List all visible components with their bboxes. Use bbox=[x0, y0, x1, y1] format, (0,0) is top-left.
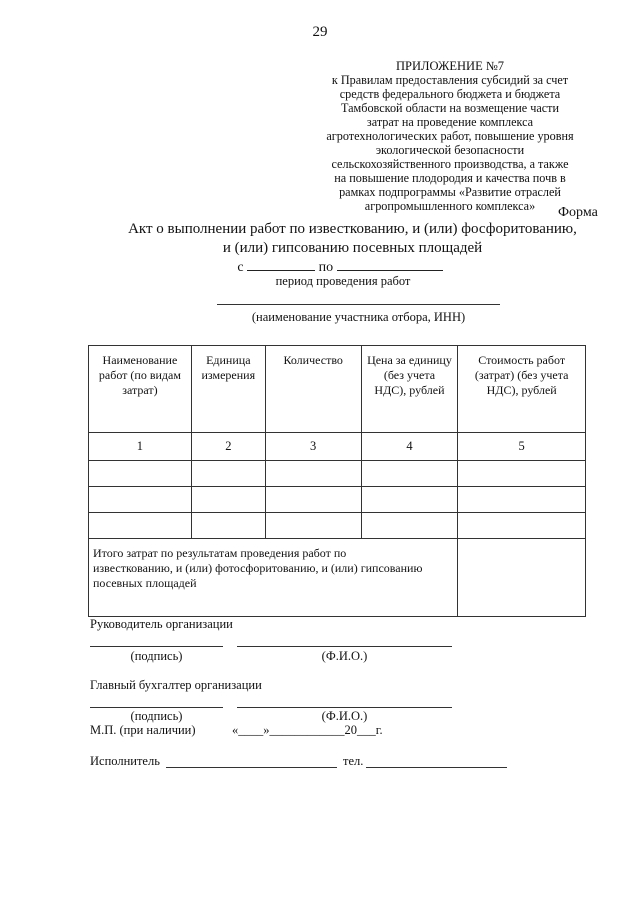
header-text: Наименование bbox=[102, 353, 178, 367]
head-signature-field[interactable] bbox=[90, 646, 223, 647]
appendix-line: агропромышленного комплекса» bbox=[364, 199, 536, 213]
table-cell[interactable] bbox=[361, 513, 458, 539]
header-text: измерения bbox=[201, 368, 256, 382]
table-row bbox=[89, 513, 586, 539]
accountant-signature-field[interactable] bbox=[90, 707, 223, 708]
appendix-line: средств федерального бюджета и бюджета bbox=[339, 87, 561, 101]
header-text: Единица bbox=[206, 353, 251, 367]
appendix-line: сельскохозяйственного производства, а также bbox=[331, 157, 569, 171]
table-cell[interactable] bbox=[191, 487, 265, 513]
accountant-name-caption: (Ф.И.О.) bbox=[321, 709, 368, 723]
header-text: НДС), рублей bbox=[486, 383, 557, 397]
column-number-row bbox=[89, 433, 586, 461]
column-number: 2 bbox=[191, 433, 265, 461]
participant-caption: (наименование участника отбора, ИНН) bbox=[251, 310, 466, 324]
table-cell[interactable] bbox=[361, 461, 458, 487]
table-cell[interactable] bbox=[361, 487, 458, 513]
appendix-heading: ПРИЛОЖЕНИЕ №7 bbox=[395, 59, 505, 73]
table-row bbox=[89, 461, 586, 487]
form-label: Форма bbox=[558, 205, 598, 220]
period-caption: период проведения работ bbox=[275, 274, 411, 288]
header-text: Стоимость работ bbox=[478, 353, 566, 367]
column-number: 5 bbox=[458, 433, 586, 461]
appendix-line: экологической безопасности bbox=[375, 143, 525, 157]
total-text: известкованию, и (или) фотосфоритованию, и (или) гипсованию bbox=[93, 561, 423, 575]
header-text: (затрат) (без учета bbox=[474, 368, 569, 382]
head-name-field[interactable] bbox=[237, 646, 452, 647]
table-cell[interactable] bbox=[458, 513, 586, 539]
column-header-unit bbox=[191, 346, 265, 433]
total-value-cell[interactable] bbox=[458, 539, 586, 617]
header-text: работ (по видам bbox=[98, 368, 181, 382]
accountant-signature-caption: (подпись) bbox=[130, 709, 183, 723]
appendix-note bbox=[300, 59, 600, 213]
accountant-name-field[interactable] bbox=[237, 707, 452, 708]
table-cell[interactable] bbox=[89, 461, 192, 487]
total-label-cell bbox=[89, 539, 458, 617]
table-cell[interactable] bbox=[458, 487, 586, 513]
appendix-line: на повышение плодородия и качества почв в bbox=[334, 171, 566, 185]
column-header-cost bbox=[458, 346, 586, 433]
executor-label: Исполнитель bbox=[90, 754, 160, 768]
total-row bbox=[89, 539, 586, 617]
column-number: 4 bbox=[361, 433, 458, 461]
column-header-quantity bbox=[265, 346, 361, 433]
column-number: 1 bbox=[89, 433, 192, 461]
appendix-line: к Правилам предоставления субсидий за счет bbox=[331, 73, 569, 87]
table-cell[interactable] bbox=[191, 461, 265, 487]
table-cell[interactable] bbox=[265, 513, 361, 539]
period-to-label: по bbox=[318, 260, 334, 275]
appendix-line: затрат на проведение комплекса bbox=[366, 115, 534, 129]
column-header-work-name bbox=[89, 346, 192, 433]
head-name-caption: (Ф.И.О.) bbox=[321, 649, 368, 663]
date-field[interactable]: «____»____________20___г. bbox=[232, 723, 383, 737]
table-row bbox=[89, 487, 586, 513]
participant-field[interactable] bbox=[217, 304, 500, 305]
page-number: 29 bbox=[312, 24, 328, 40]
header-text: Количество bbox=[283, 353, 343, 367]
phone-label: тел. bbox=[343, 754, 364, 768]
accountant-label: Главный бухгалтер организации bbox=[90, 678, 262, 692]
table-cell[interactable] bbox=[89, 513, 192, 539]
appendix-line: рамках подпрограммы «Развитие отраслей bbox=[339, 185, 561, 199]
header-text: (без учета bbox=[383, 368, 436, 382]
table-cell[interactable] bbox=[458, 461, 586, 487]
works-table bbox=[88, 345, 586, 617]
column-header-unit-price bbox=[361, 346, 458, 433]
title-line-1: Акт о выполнении работ по известкованию, и (или) фосфоритованию, bbox=[128, 221, 577, 237]
head-signature-caption: (подпись) bbox=[130, 649, 183, 663]
phone-field[interactable] bbox=[366, 767, 507, 768]
period-to-field[interactable] bbox=[337, 258, 443, 271]
document-title bbox=[60, 220, 640, 258]
header-text: Цена за единицу bbox=[367, 353, 452, 367]
header-text: НДС), рублей bbox=[374, 383, 445, 397]
appendix-line: Тамбовской области на возмещение части bbox=[341, 101, 559, 115]
title-line-2: и (или) гипсованию посевных площадей bbox=[222, 240, 483, 256]
total-text: посевных площадей bbox=[93, 576, 197, 590]
appendix-line: агротехнологических работ, повышение уровня bbox=[326, 129, 574, 143]
table-cell[interactable] bbox=[191, 513, 265, 539]
executor-field[interactable] bbox=[166, 767, 337, 768]
column-number: 3 bbox=[265, 433, 361, 461]
period-from-label: с bbox=[237, 260, 244, 275]
table-cell[interactable] bbox=[265, 487, 361, 513]
header-text: затрат) bbox=[122, 383, 158, 397]
table-cell[interactable] bbox=[265, 461, 361, 487]
total-text: Итого затрат по результатам проведения работ по bbox=[93, 546, 347, 560]
period-from-field[interactable] bbox=[247, 258, 315, 271]
table-cell[interactable] bbox=[89, 487, 192, 513]
head-label: Руководитель организации bbox=[90, 617, 233, 631]
seal-label: М.П. (при наличии) bbox=[90, 723, 196, 737]
table-header-row bbox=[89, 346, 586, 433]
